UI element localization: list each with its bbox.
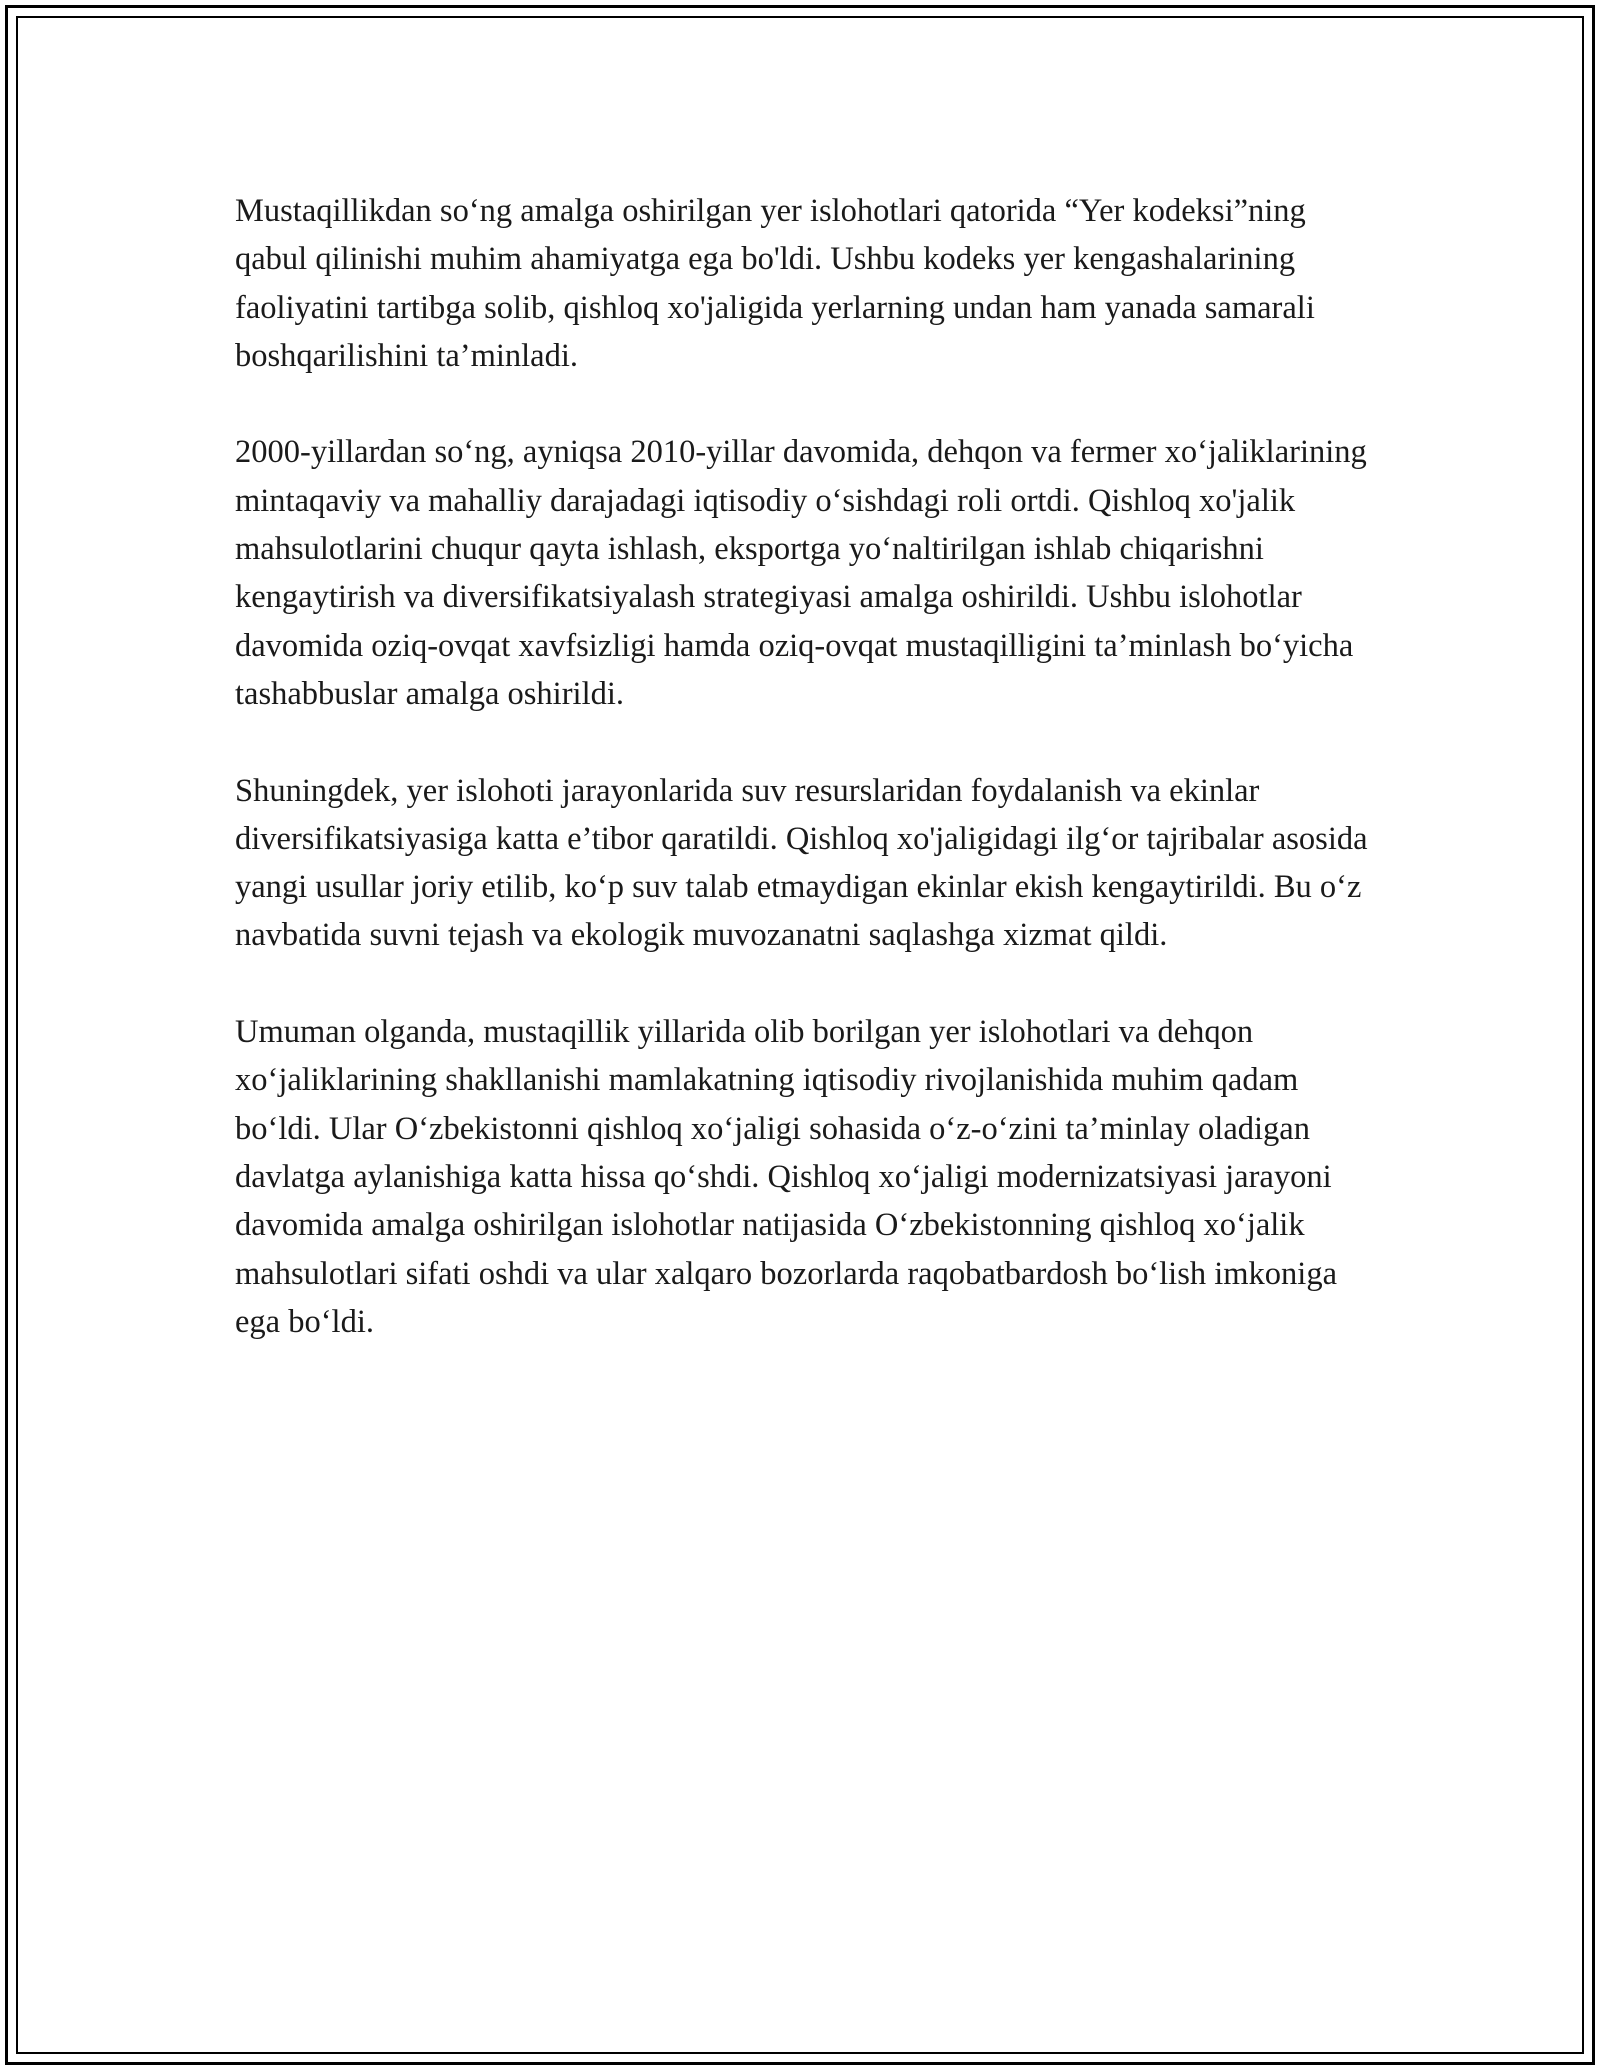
paragraph-yer-kodeksi: Mustaqillikdan so‘ng amalga oshirilgan yer islohotlari qatorida “Yer kodeksi”ning qabul qilinishi muhim ahamiyatga ega bo'ldi. Ushbu kodeks yer kengashalarining faoliyatini tartibga solib, qishloq xo'jaligida yerlarning undan ham yanada samarali boshqarilishini ta’minladi. xyxy=(235,193,1315,374)
paragraph-suv-resurslari: Shuningdek, yer islohoti jarayonlarida suv resurslaridan foydalanish va ekinlar diversifikatsiyasiga katta e’tibor qaratildi. Qishloq xo'jaligidagi ilg‘or tajribalar asosida yangi usullar joriy etilib, ko‘p suv talab etmaydigan ekinlar ekish kengaytirildi. Bu o‘z navbatida suvni tejash va ekologik muvozanatni saqlashga xizmat qildi. xyxy=(235,772,1368,954)
paragraph-2000-yillar: 2000-yillardan so‘ng, ayniqsa 2010-yillar davomida, dehqon va fermer xo‘jaliklarining mintaqaviy va mahalliy darajadagi iqtisodiy o‘sishdagi roli ortdi. Qishloq xo'jalik mahsulotlarini chuqur qayta ishlash, eksportga yo‘naltirilgan ishlab chiqarishni kengaytirish va diversifikatsiyalash strategiyasi amalga oshirildi. Ushbu islohotlar davomida oziq-ovqat xavfsizligi hamda oziq-ovqat mustaqilligini ta’minlash bo‘yicha tashabbuslar amalga oshirildi. xyxy=(235,434,1367,712)
paragraph-umuman-olganda: Umuman olganda, mustaqillik yillarida olib borilgan yer islohotlari va dehqon xo‘jaliklarining shakllanishi mamlakatning iqtisodiy rivojlanishida muhim qadam bo‘ldi. Ular O‘zbekistonni qishloq xo‘jaligi sohasida o‘z-o‘zini ta’minlay oladigan davlatga aylanishiga katta hissa qo‘shdi. Qishloq xo‘jaligi modernizatsiyasi jarayoni davomida amalga oshirilgan islohotlar natijasida O‘zbekistonning qishloq xo‘jalik mahsulotlari sifati oshdi va ular xalqaro bozorlarda raqobatbardosh bo‘lish imkoniga ega bo‘ldi. xyxy=(235,1014,1338,1340)
document-body xyxy=(235,187,1385,1394)
